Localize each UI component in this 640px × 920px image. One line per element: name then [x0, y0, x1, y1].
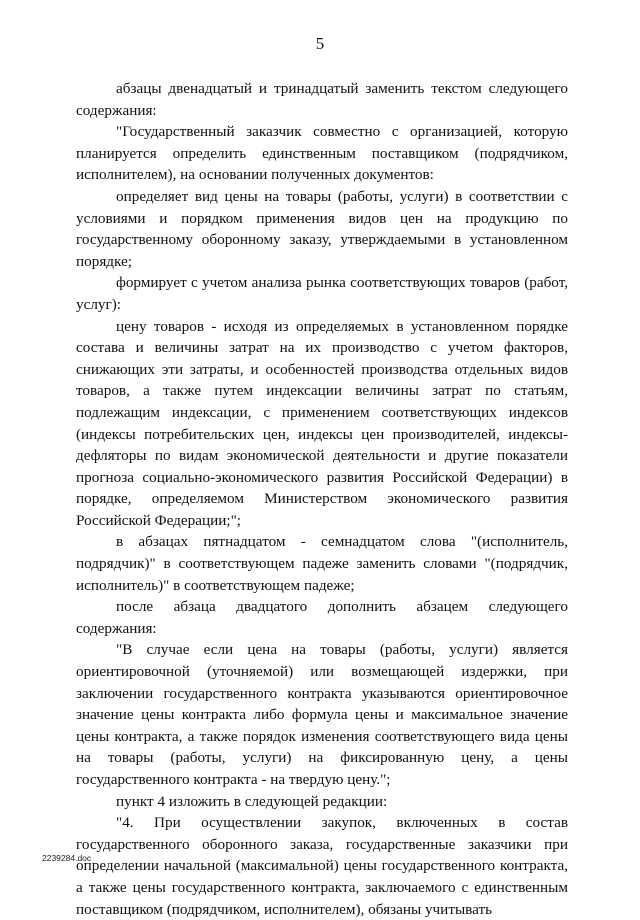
- document-body: [76, 78, 568, 920]
- paragraph: формирует с учетом анализа рынка соответствующих товаров (работ, услуг):: [76, 274, 568, 313]
- paragraph: цену товаров - исходя из определяемых в установленном порядке состава и величины затрат на их производство с учетом факторов, снижающих эти затраты, и особенностей производства отдельных видов товаров, а также путем индексации величины затрат по статьям, подлежащим индексации, с применением соответствующих индексов (индексы потребительских цен, индексы цен производителей, индексы-дефляторы по видам экономической деятельности и другие показатели прогноза социально-экономического развития Российской Федерации) в порядке, определяемом Министерством экономического развития Российской Федерации;";: [76, 317, 568, 529]
- paragraph: "Государственный заказчик совместно с организацией, которую планируется определить единственным поставщиком (подрядчиком, исполнителем), на основании полученных документов:: [76, 123, 568, 184]
- document-code: 2239284.doc: [42, 853, 92, 863]
- paragraph: пункт 4 изложить в следующей редакции:: [116, 792, 388, 810]
- paragraph: "В случае если цена на товары (работы, услуги) является ориентировочной (уточняемой) или возмещающей издержки, при заключении государственного контракта указываются ориентировочное значение цены контракта либо формула цены и максимальное значение цены контракта, а также порядок изменения соответствующего вида цены на товары (работы, услуги) на фиксированную цену, а цены государственного контракта - на твердую цену.";: [76, 641, 568, 788]
- paragraph: после абзаца двадцатого дополнить абзацем следующего содержания:: [76, 598, 568, 637]
- paragraph: определяет вид цены на товары (работы, услуги) в соответствии с условиями и порядком применения видов цен на продукцию по государственному оборонному заказу, утверждаемыми в установленном порядке;: [76, 187, 568, 270]
- paragraph: абзацы двенадцатый и тринадцатый заменить текстом следующего содержания:: [76, 80, 568, 119]
- page-number: 5: [315, 34, 325, 53]
- paragraph: в абзацах пятнадцатом - семнадцатом слова "(исполнитель, подрядчик)" в соответствующем падеже заменить словами "(подрядчик, исполнитель)" в соответствующем падеже;: [76, 533, 568, 594]
- paragraph: "4. При осуществлении закупок, включенных в состав государственного оборонного заказа, государственные заказчики при определении начальной (максимальной) цены государственного контракта, а также цены государственного контракта, заключаемого с единственным поставщиком (подрядчиком, исполнителем), обязаны учитывать: [76, 814, 568, 918]
